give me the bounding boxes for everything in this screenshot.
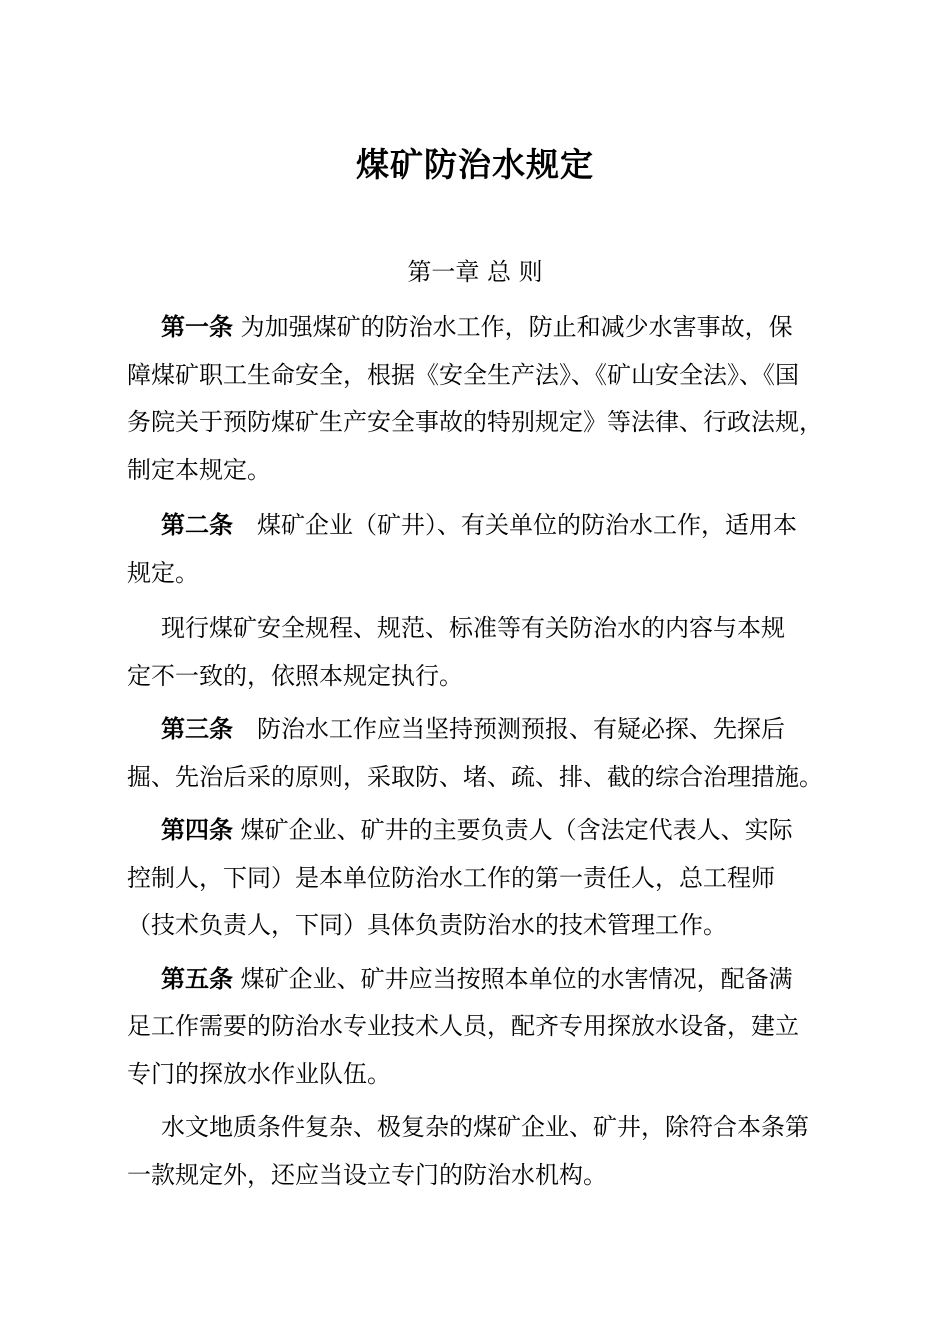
article-label: 第二条 <box>161 511 233 539</box>
paragraph-line <box>127 304 827 352</box>
article-text: 煤矿企业（矿井）、有关单位的防治水工作，适用本 <box>233 511 797 539</box>
paragraph-line <box>127 502 827 550</box>
document-body <box>127 304 827 1199</box>
document-title: 煤矿防治水规定 <box>356 145 594 184</box>
paragraph-line: 水文地质条件复杂、极复杂的煤矿企业、矿井，除符合本条第 <box>161 1113 809 1141</box>
paragraph-line: 制定本规定。 <box>127 455 271 484</box>
paragraph-line: 一款规定外，还应当设立专门的防治水机构。 <box>127 1160 607 1189</box>
paragraph-line: 专门的探放水作业队伍。 <box>127 1059 391 1088</box>
article-label: 第三条 <box>161 715 233 743</box>
article-label: 第四条 <box>161 816 233 844</box>
article-text: 为加强煤矿的防治水工作，防止和减少水害事故，保 <box>233 313 793 341</box>
article-5 <box>127 956 827 1099</box>
article-3 <box>127 706 827 801</box>
article-5-paragraph-2 <box>127 1104 827 1199</box>
paragraph-line: 足工作需要的防治水专业技术人员，配齐专用探放水设备，建立 <box>127 1012 799 1040</box>
article-text: 煤矿企业、矿井的主要负责人（含法定代表人、实际 <box>233 816 793 844</box>
article-1 <box>127 304 827 494</box>
article-text: 煤矿企业、矿井应当按照本单位的水害情况，配备满 <box>233 964 793 993</box>
paragraph-line <box>127 956 827 1004</box>
article-label: 第一条 <box>161 313 233 341</box>
paragraph-line: 规定。 <box>127 558 199 587</box>
paragraph-line: （技术负责人，下同）具体负责防治水的技术管理工作。 <box>127 911 727 939</box>
article-4 <box>127 807 827 950</box>
article-2 <box>127 502 827 597</box>
article-label: 第五条 <box>161 964 233 993</box>
paragraph-line: 控制人，下同）是本单位防治水工作的第一责任人，总工程师 <box>127 863 775 892</box>
article-2-paragraph-2 <box>127 605 827 700</box>
paragraph-line: 障煤矿职工生命安全，根据《安全生产法》、《矿山安全法》、《国 <box>127 360 799 389</box>
chapter-heading: 第一章 总 则 <box>407 258 543 286</box>
paragraph-line: 务院关于预防煤矿生产安全事故的特别规定》等法律、行政法规， <box>127 408 823 436</box>
paragraph-line: 掘、先治后采的原则，采取防、堵、疏、排、截的综合治理措施。 <box>127 762 823 791</box>
paragraph-line: 定不一致的，依照本规定执行。 <box>127 661 463 690</box>
paragraph-line <box>127 807 827 855</box>
paragraph-line: 现行煤矿安全规程、规范、标准等有关防治水的内容与本规 <box>161 614 785 642</box>
paragraph-line <box>127 706 827 754</box>
article-text: 防治水工作应当坚持预测预报、有疑必探、先探后 <box>233 715 785 743</box>
